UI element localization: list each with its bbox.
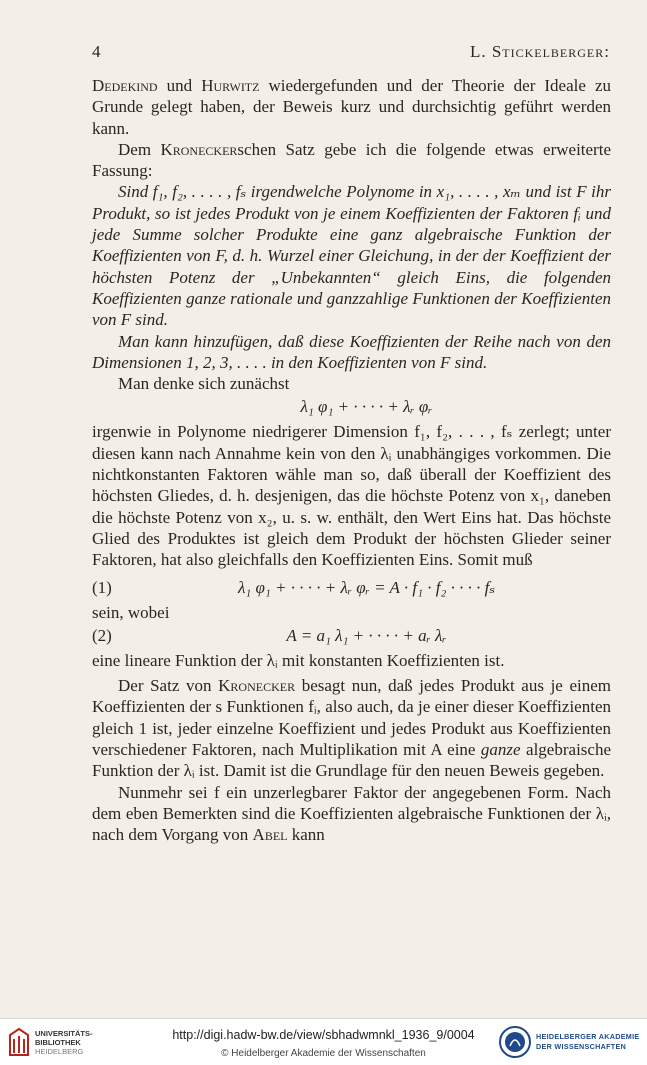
paragraph-5: sein, wobei <box>92 602 170 622</box>
paragraph-8 <box>92 782 611 846</box>
name-hurwitz: Hurwitz <box>201 76 260 95</box>
copyright-notice: © Heidelberger Akademie der Wissenschaften <box>221 1048 426 1059</box>
theorem-addendum: Man kann hinzufügen, daß diese Koeffizienten der Reihe nach von den Dimensionen 1, 2, 3, . . . . in den Koeffizienten von F sind. <box>92 331 611 372</box>
library-city: HEIDELBERG <box>35 1047 84 1056</box>
equation-number: (2) <box>92 625 112 645</box>
text-fragment: algebraische Funktion der λᵢ ist. Damit ist die Grundlage für den neuen Beweis gegeben. <box>92 740 611 781</box>
text-fragment: Der Satz von <box>118 676 219 696</box>
name-abel: Abel <box>252 825 288 845</box>
paragraph-2 <box>92 139 611 182</box>
name-kronecker: Kronecker <box>160 139 238 159</box>
academy-name-line: DER WISSENSCHAFTEN <box>536 1042 627 1051</box>
equation-2 <box>92 625 611 648</box>
page-number: 4 <box>92 42 101 61</box>
formula-linear-form <box>92 396 611 419</box>
text-fragment: und <box>157 76 202 95</box>
name-dedekind: Dedekind <box>92 76 158 95</box>
equation-1 <box>92 577 611 600</box>
paragraph-6: eine lineare Funktion der λᵢ mit konstanten Koeffizienten ist. <box>92 650 505 670</box>
text-fragment: kann <box>287 825 325 845</box>
equation-expression: λ₁ φ₁ + · · · · + λᵣ φᵣ = A · f₁ · f₂ · · · · fₛ <box>237 577 496 597</box>
equation-number: (1) <box>92 577 112 597</box>
paragraph-4: irgenwie in Polynome niedrigerer Dimension f₁, f₂, . . . , fₛ zerlegt; unter diesen kann nach Annahme kein von den λᵢ unabhängiges vorkommen. Die nichtkonstanten Faktoren wähle man so, daß überall der Koeffizient des höchsten Gliedes, d. h. desjenigen, das die höchste Potenz von x₁, daneben die höchste Potenz von x₂, u. s. w. enthält, den Wert Eins hat. Das höchste Glied des Produktes ist gleich dem Produkt der höchsten Glieder seiner Faktoren, hat also gleichfalls den Koeffizienten Eins. Somit muß <box>92 422 611 570</box>
page-header <box>92 42 610 68</box>
text-fragment: wiedergefunden und der Theorie der Ideale zu Grunde gelegt haben, der Beweis kurz und durchsichtig geführt werden kann. <box>92 76 612 138</box>
text-fragment: Nunmehr sei f ein unzerlegbarer Faktor der angegebenen Form. Nach dem eben Bemerkten sind die Koeffizienten algebraische Funktionen der λᵢ, nach dem Vorgang von <box>92 782 611 845</box>
academy-seal-icon[interactable] <box>498 1024 532 1060</box>
paragraph-3: Man denke sich zunächst <box>118 374 290 394</box>
paragraph-7 <box>92 675 611 781</box>
paragraph-1 <box>92 75 611 139</box>
library-name-line: BIBLIOTHEK <box>35 1038 81 1047</box>
running-title: L. Stickelberger: <box>469 42 610 61</box>
body-text <box>92 75 611 846</box>
text-fragment: Dem <box>118 139 161 159</box>
viewer-footer <box>0 1018 647 1065</box>
library-name-line: UNIVERSITÄTS- <box>35 1029 93 1038</box>
emphasis-ganze: ganze <box>480 740 521 760</box>
equation-expression: A = a₁ λ₁ + · · · · + aᵣ λᵣ <box>286 625 447 645</box>
text-fragment: schen Satz gebe ich die folgende etwas erweiterte Fassung: <box>92 139 611 181</box>
permalink-url[interactable]: http://digi.hadw-bw.de/view/sbhadwmnkl_1936_9/0004 <box>172 1028 475 1042</box>
text-fragment: besagt nun, daß jedes Produkt aus je einem Koeffizienten der s Funktionen fᵢ, also auch, da je einer dieser Koeffizienten gleich 1 ist, jeder einzelne Koeffizient und jedes Produkt aus Koeffizienten verschiedener Faktoren, nach Multiplikation mit A eine <box>92 676 611 760</box>
academy-name <box>536 1032 639 1052</box>
name-kronecker: Kronecker <box>218 676 296 696</box>
academy-name-line: HEIDELBERGER AKADEMIE <box>536 1032 640 1041</box>
theorem-statement: Sind f₁, f₂, . . . . , fₛ irgendwelche Polynome in x₁, . . . . , xₘ und ist F ihr Produkt, so ist jedes Produkt von je einem Koeffizienten der Faktoren fᵢ und jede Summe solcher Produkte eine ganz algebraische Funktion der Koeffizienten von F, d. h. Wurzel einer Gleichung, in der der Koeffizient der höchsten Potenz der „Unbekannten“ gleich Eins, die folgenden Koeffizienten ganze rationale und ganzzahlige Funktionen der Koeffizienten von F sind. <box>92 182 611 330</box>
formula-expression: λ₁ φ₁ + · · · · + λᵣ φᵣ <box>300 397 433 417</box>
